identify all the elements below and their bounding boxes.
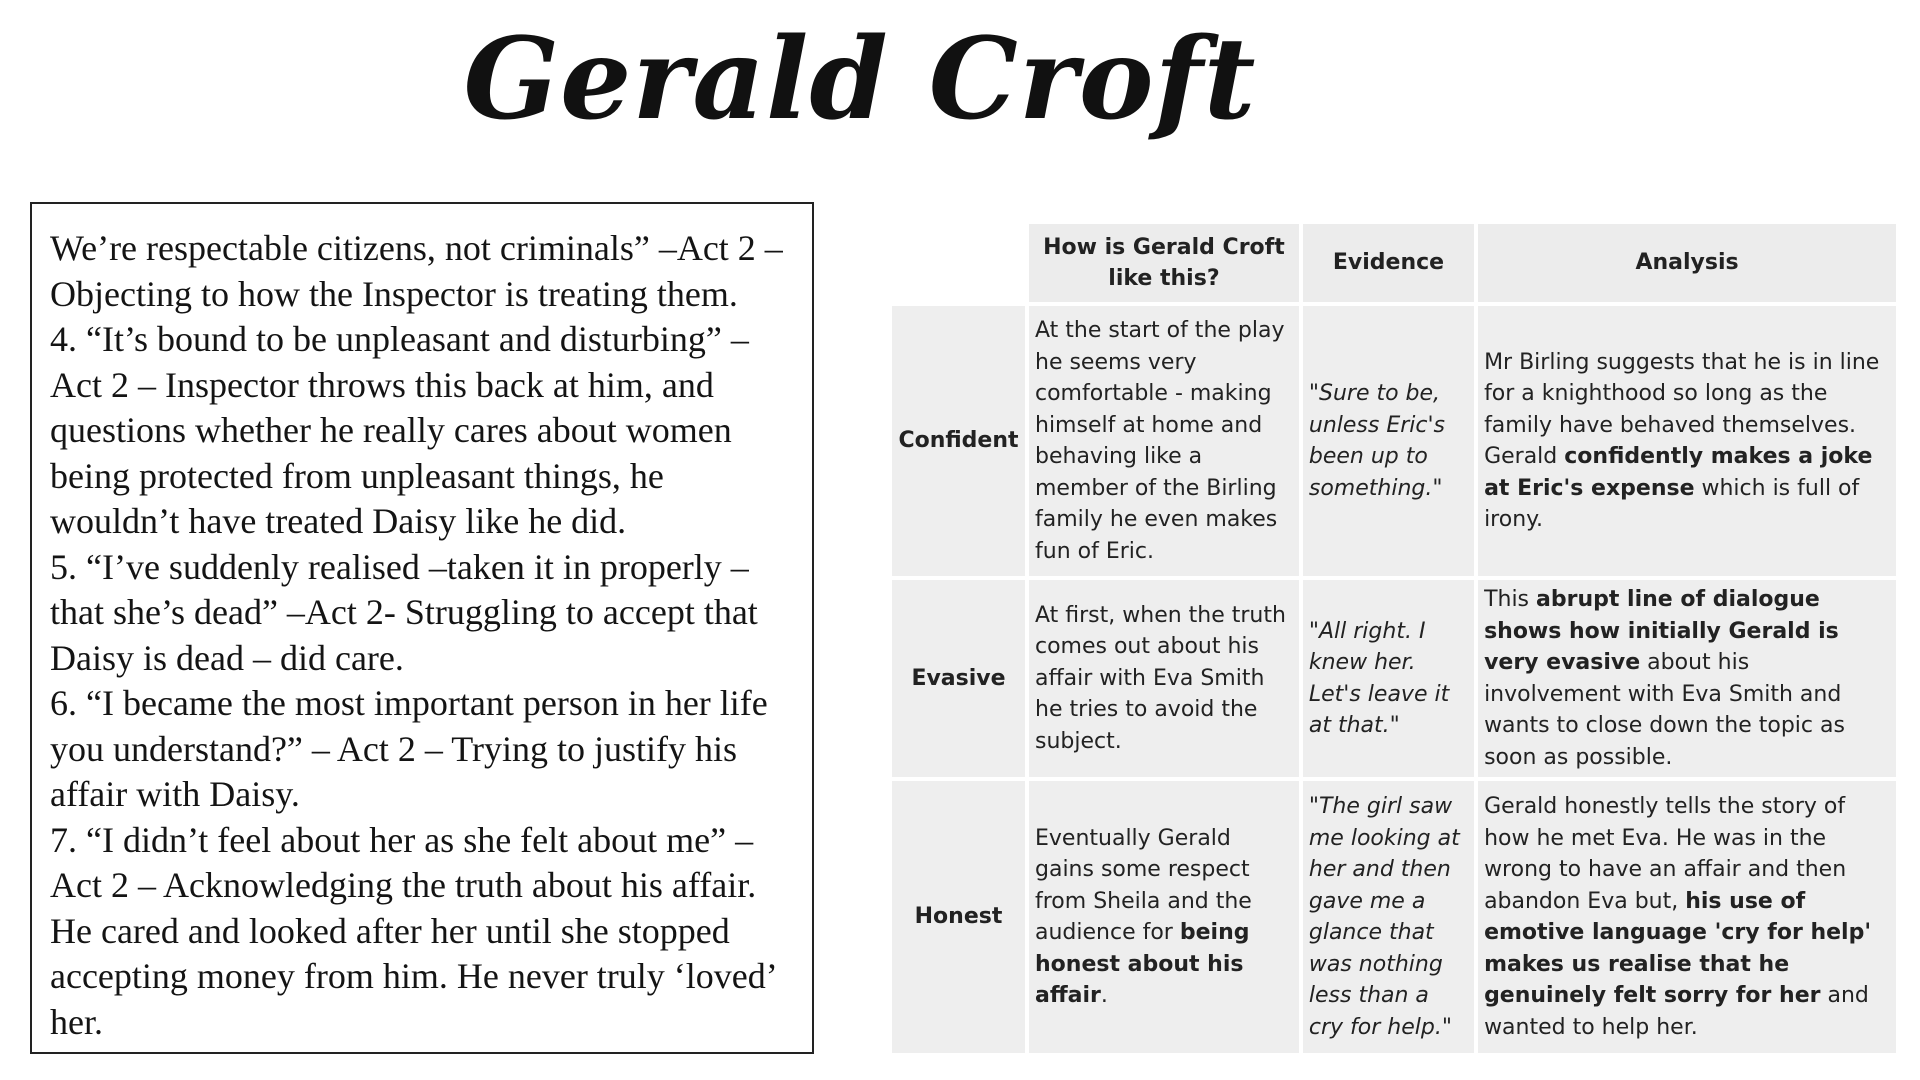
character-analysis-table	[888, 220, 1900, 1057]
quote-paragraph: We’re respectable citizens, not criminals” –Act 2 – Objecting to how the Inspector is treating them.	[50, 228, 783, 314]
how-text: Eventually Gerald gains some respect from Sheila and the audience for	[1035, 825, 1252, 945]
trait-cell: Evasive	[892, 580, 1025, 777]
how-cell: At the start of the play he seems very comfortable - making himself at home and behaving like a member of the Birling family he even makes fun of Eric.	[1029, 306, 1299, 576]
table-row	[892, 306, 1896, 576]
analysis-cell	[1478, 781, 1896, 1053]
header-how: How is Gerald Croft like this?	[1029, 224, 1299, 302]
quote-paragraph: 5. “I’ve suddenly realised –taken it in properly –that she’s dead” –Act 2- Struggling to accept that Daisy is dead – did care.	[50, 546, 758, 678]
quote-paragraph: 4. “It’s bound to be unpleasant and disturbing” – Act 2 – Inspector throws this back at him, and questions whether he really cares about women being protected from unpleasant things, he wouldn’t have treated Daisy like he did.	[50, 319, 749, 541]
how-cell: At first, when the truth comes out about his affair with Eva Smith he tries to avoid the subject.	[1029, 580, 1299, 777]
page-title: Gerald Croft	[463, 14, 1257, 145]
evidence-cell: "Sure to be, unless Eric's been up to something."	[1303, 306, 1474, 576]
table-row	[892, 781, 1896, 1053]
header-blank	[892, 224, 1025, 302]
analysis-bold-text: his use of emotive language 'cry for help' makes us realise that he genuinely felt sorry for her	[1484, 888, 1872, 1008]
how-bold-text: being honest about his affair	[1035, 920, 1250, 1008]
quote-paragraph: 7. “I didn’t feel about her as she felt about me” – Act 2 – Acknowledging the truth about his affair. He cared and looked after her until she stopped accepting money from him. He never truly ‘loved’ her.	[50, 819, 776, 1042]
how-cell	[1029, 781, 1299, 1053]
analysis-bold-text: confidently makes a joke at Eric's expense	[1484, 444, 1873, 501]
how-text-end: .	[1100, 983, 1108, 1008]
quote-paragraph: 6. “I became the most important person in her life you understand?” – Act 2 – Trying to justify his affair with Daisy.	[50, 683, 768, 814]
analysis-cell	[1478, 580, 1896, 777]
analysis-text: which is full of irony.	[1484, 475, 1860, 532]
table-header-row	[892, 224, 1896, 302]
header-analysis: Analysis	[1478, 224, 1896, 302]
analysis-text: Mr Birling suggests that he is in line for a knighthood so long as the family have behaved themselves. Gerald	[1484, 349, 1880, 469]
trait-cell: Confident	[892, 306, 1025, 576]
evidence-cell: "The girl saw me looking at her and then gave me a glance that was nothing less than a cry for help."	[1303, 781, 1474, 1053]
evidence-cell: "All right. I knew her. Let's leave it at that."	[1303, 580, 1474, 777]
analysis-text: about his involvement with Eva Smith and wants to close down the topic as soon as possible.	[1484, 650, 1845, 770]
analysis-text: This	[1484, 587, 1537, 612]
analysis-cell	[1478, 306, 1896, 576]
analysis-text: Gerald honestly tells the story of how he met Eva. He was in the wrong to have an affair and then abandon Eva but,	[1484, 794, 1847, 914]
trait-cell: Honest	[892, 781, 1025, 1053]
analysis-text: and wanted to help her.	[1484, 983, 1869, 1040]
table-row	[892, 580, 1896, 777]
quotes-text	[50, 226, 798, 1045]
header-evidence: Evidence	[1303, 224, 1474, 302]
quotes-box	[30, 202, 814, 1054]
analysis-bold-text: abrupt line of dialogue shows how initially Gerald is very evasive	[1484, 587, 1839, 675]
